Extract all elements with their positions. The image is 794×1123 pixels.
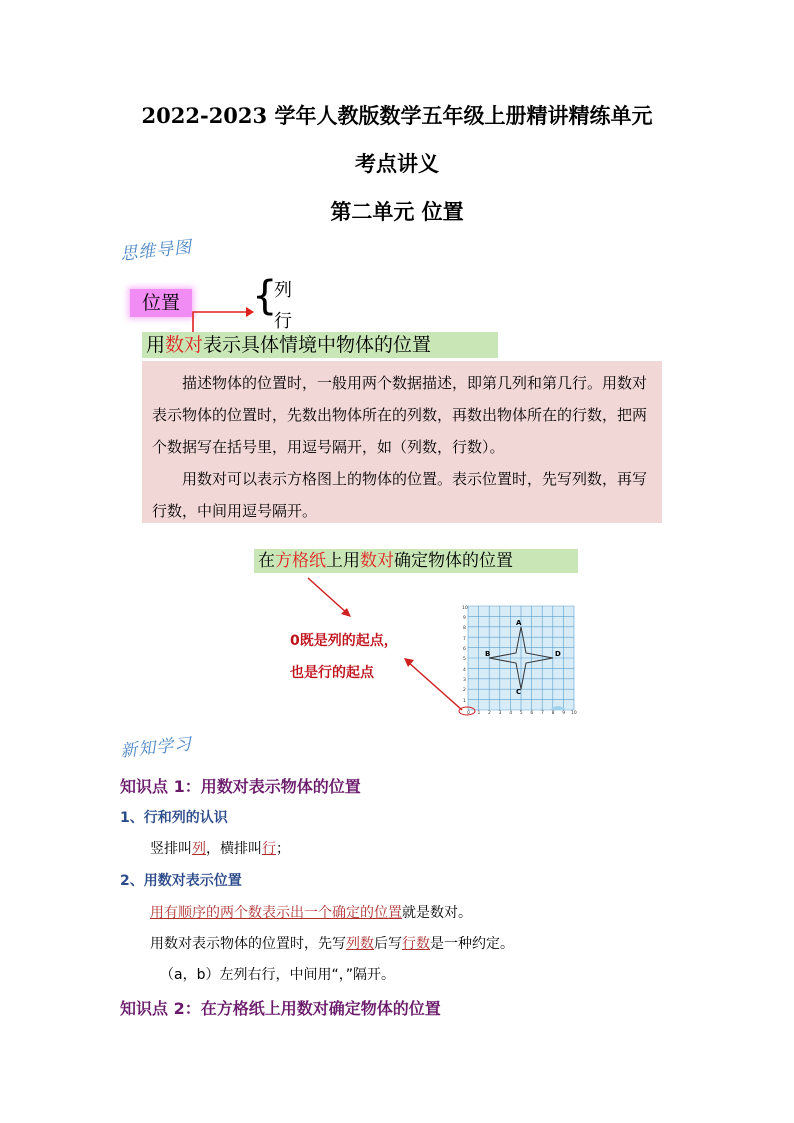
concept-bar-1-highlight: 数对 — [165, 334, 204, 356]
s2-line-2-post: 是一种约定。 — [430, 936, 514, 952]
concept-bar-2-highlight-2: 数对 — [360, 551, 394, 571]
page-subtitle: 考点讲义 — [355, 151, 439, 176]
svg-text:2: 2 — [488, 711, 491, 716]
page-title: 2022-2023 学年人教版数学五年级上册精讲精练单元 — [141, 103, 653, 128]
concept-bar-2 — [254, 549, 578, 573]
svg-text:9: 9 — [463, 616, 466, 621]
svg-text:6: 6 — [530, 711, 534, 716]
knowledge-point-1: 知识点 1：用数对表示物体的位置 — [120, 777, 361, 796]
svg-text:3: 3 — [463, 678, 466, 683]
concept-bar-2-pre: 在 — [258, 551, 275, 571]
section-2-line-3: （a，b）左列右行，中间用“，”隔开。 — [160, 967, 395, 983]
brace-icon: { — [252, 273, 278, 319]
origin-note-line-2: 也是行的起点 — [290, 665, 374, 681]
learn-tag: 新知学习 — [119, 734, 194, 762]
s2-line-1-post: 就是数对。 — [402, 905, 472, 921]
svg-text:5: 5 — [463, 657, 466, 662]
branch-row: 行 — [274, 311, 292, 332]
concept-bar-2-mid: 上用 — [326, 551, 360, 571]
s1-term-row: 行 — [262, 841, 276, 857]
concept-bar-1-post: 表示具体情境中物体的位置 — [203, 334, 432, 356]
origin-note-line-1: 0既是列的起点， — [290, 633, 398, 649]
point-d-label: D — [555, 650, 561, 658]
mindmap-root: 位置 — [130, 289, 192, 317]
s2-line-2-mid: 后写 — [374, 936, 402, 952]
s2-term-row-count: 行数 — [402, 936, 430, 952]
s2-line-2-pre: 用数对表示物体的位置时，先写 — [150, 936, 346, 952]
explanation-box — [142, 361, 662, 523]
root-arrow — [190, 295, 254, 335]
svg-text:10: 10 — [462, 606, 468, 611]
concept-bar-2-highlight-1: 方格纸 — [275, 551, 326, 571]
mindmap-tag: 思维导图 — [119, 237, 194, 265]
svg-text:4: 4 — [463, 668, 466, 673]
svg-text:3: 3 — [498, 711, 502, 716]
svg-text:0: 0 — [467, 711, 470, 716]
section-1-text — [150, 838, 290, 858]
svg-text:7: 7 — [463, 637, 466, 642]
s2-term-column-count: 列数 — [346, 936, 374, 952]
section-1-heading: 1、行和列的认识 — [120, 810, 228, 826]
concept-bar-1-pre: 用 — [146, 334, 166, 356]
unit-title: 第二单元 位置 — [330, 199, 464, 224]
svg-text:8: 8 — [463, 626, 466, 631]
point-a-label: A — [516, 619, 522, 627]
svg-text:7: 7 — [541, 711, 544, 716]
svg-text:6: 6 — [463, 647, 466, 652]
s1-term-column: 列 — [192, 841, 206, 857]
point-b-label: B — [485, 650, 491, 658]
explanation-para-1: 描述物体的位置时，一般用两个数据描述，即第几列和第几行。用数对表示物体的位置时，先数出物体所在的列数，再数出物体所在的行数，把两个数据写在括号里，用逗号隔开，如（列数，行数）。 — [152, 374, 648, 456]
s2-definition: 用有顺序的两个数表示出一个确定的位置 — [150, 905, 402, 921]
svg-text:5: 5 — [519, 711, 523, 716]
svg-text:2: 2 — [463, 688, 466, 693]
section-2-heading: 2、用数对表示位置 — [120, 873, 242, 889]
svg-text:10: 10 — [571, 711, 577, 716]
explanation-para-2: 用数对可以表示方格图上的物体的位置。表示位置时，先写列数，再写行数，中间用逗号隔开。 — [152, 470, 648, 520]
branch-column: 列 — [274, 280, 292, 301]
svg-text:1: 1 — [463, 699, 466, 704]
svg-text:1: 1 — [477, 711, 481, 716]
svg-text:9: 9 — [562, 711, 566, 716]
s1-text-c: ； — [276, 841, 290, 857]
section-2-line-1 — [150, 902, 472, 922]
concept-bar-1 — [142, 332, 498, 358]
knowledge-point-2: 知识点 2：在方格纸上用数对确定物体的位置 — [120, 999, 441, 1018]
svg-text:4: 4 — [509, 711, 513, 716]
svg-text:8: 8 — [551, 711, 555, 716]
concept-bar-2-post: 确定物体的位置 — [394, 551, 513, 571]
point-c-label: C — [516, 688, 522, 696]
s1-text-a: 竖排叫 — [150, 841, 192, 857]
s1-text-b: ，横排叫 — [206, 841, 262, 857]
section-2-line-2 — [150, 933, 514, 953]
